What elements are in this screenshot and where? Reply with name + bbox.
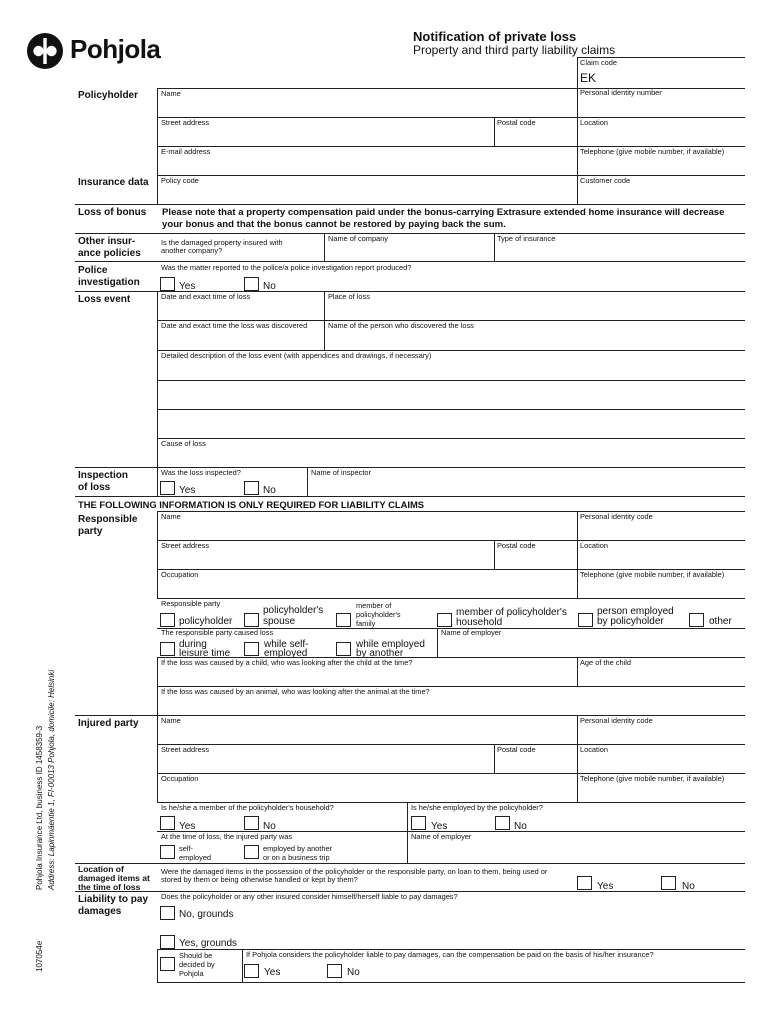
injured-postal-label: Postal code [497, 745, 536, 754]
loss-place-label: Place of loss [328, 292, 370, 301]
section-inspection-1: Inspection [78, 470, 129, 481]
policyholder-telephone-label: Telephone (give mobile number, if available) [580, 147, 725, 156]
police-yes-checkbox[interactable] [160, 277, 175, 291]
location-no-checkbox[interactable] [661, 876, 676, 890]
section-loss-event: Loss event [78, 294, 131, 305]
brand-name: Pohjola [70, 34, 161, 64]
child-age-label: Age of the child [580, 658, 631, 667]
party-policyholder-checkbox[interactable] [160, 613, 175, 627]
claim-code-value: EK [580, 71, 597, 85]
margin-company-line: Pohjola Insurance Ltd, business ID 1458359-3 [35, 725, 44, 890]
liability-pay-yes-label: Yes [264, 967, 281, 978]
injured-employed-no-label: No [514, 821, 527, 832]
discoverer-label: Name of the person who discovered the loss [328, 321, 474, 330]
injured-household-question: Is he/she a member of the policyholder's household? [161, 803, 334, 812]
margin-form-code: 107054e [35, 940, 44, 972]
policy-code-label: Policy code [161, 176, 199, 185]
insurance-type-label: Type of insurance [497, 234, 556, 243]
section-policyholder: Policyholder [78, 90, 139, 101]
party-family-label-3: family [356, 619, 376, 628]
injured-street-label: Street address [161, 745, 210, 754]
bonus-notice: Please note that a property compensation paid under the bonus-carrying Extrasure extended home insurance will decrease your bonus and that the bonus cannot be restored by paying back the sum. [162, 207, 725, 230]
party-spouse-checkbox[interactable] [244, 613, 259, 627]
responsible-postal-label: Postal code [497, 541, 536, 550]
section-other-policies-1: Other insur- [78, 236, 136, 247]
policyholder-email-label: E-mail address [161, 147, 211, 156]
police-no-label: No [263, 281, 276, 292]
injured-pin-label: Personal identity code [580, 716, 653, 725]
injured-employed-question: Is he/she employed by the policyholder? [411, 803, 543, 812]
section-police-1: Police [78, 265, 108, 276]
liability-pay-no-checkbox[interactable] [327, 964, 342, 978]
liability-banner: THE FOLLOWING INFORMATION IS ONLY REQUIRED FOR LIABILITY CLAIMS [78, 499, 425, 510]
responsible-employer-label: Name of employer [441, 628, 502, 637]
caused-employed-another-label-2: by another [356, 648, 404, 659]
section-other-policies-2: ance policies [78, 248, 141, 259]
margin-address-line: Address: Lapinmäentie 1, FI-00013 Pohjola, domicile: Helsinki [47, 669, 56, 890]
location-yes-checkbox[interactable] [577, 876, 592, 890]
claim-code-label: Claim code [580, 58, 617, 67]
police-yes-label: Yes [179, 281, 196, 292]
policyholder-postal-label: Postal code [497, 118, 536, 127]
police-question: Was the matter reported to the police/a police investigation report produced? [161, 263, 412, 272]
responsible-telephone-label: Telephone (give mobile number, if available) [580, 570, 725, 579]
party-employed-label-1: person employed [597, 606, 674, 617]
section-responsible-2: party [78, 526, 103, 537]
cause-label: Cause of loss [161, 439, 206, 448]
inspection-no-checkbox[interactable] [244, 481, 259, 495]
section-responsible-1: Responsible [78, 514, 138, 525]
inspection-yes-checkbox[interactable] [160, 481, 175, 495]
liability-yes-grounds-label: Yes, grounds [179, 938, 238, 949]
injured-household-yes-label: Yes [179, 821, 196, 832]
liability-yes-grounds-checkbox[interactable] [160, 935, 175, 949]
form-title: Notification of private loss [413, 29, 577, 44]
injured-self-employed-label-1: self- [179, 844, 193, 853]
caused-leisure-label-1: during [179, 639, 207, 650]
section-location-3: the time of loss [78, 882, 141, 892]
liability-decide-label-3: Pohjola [179, 969, 204, 978]
party-household-label-2: household [456, 617, 503, 628]
injured-self-employed-checkbox[interactable] [160, 845, 175, 859]
injured-employed-another-label-1: employed by another [263, 844, 333, 853]
injured-employed-no-checkbox[interactable] [495, 816, 510, 830]
section-location-1: Location of [78, 864, 124, 874]
responsible-occupation-label: Occupation [161, 570, 199, 579]
injured-employed-yes-label: Yes [431, 821, 448, 832]
party-household-checkbox[interactable] [437, 613, 452, 627]
injured-location-label: Location [580, 745, 608, 754]
injured-employed-yes-checkbox[interactable] [411, 816, 426, 830]
caused-self-employed-checkbox[interactable] [244, 642, 259, 656]
party-other-label: other [709, 616, 732, 627]
section-insurance-data: Insurance data [78, 177, 149, 188]
liability-decide-label-1: Should be [179, 951, 213, 960]
inspector-label: Name of inspector [311, 468, 371, 477]
location-no-label: No [682, 881, 695, 892]
caused-leisure-checkbox[interactable] [160, 642, 175, 656]
liability-decide-checkbox[interactable] [160, 957, 175, 971]
injured-employed-another-label-2: or on a business trip [263, 853, 330, 862]
party-spouse-label-1: policyholder's [263, 605, 324, 616]
caused-leisure-label-2: leisure time [179, 648, 231, 659]
party-household-label-1: member of policyholder's [456, 607, 567, 618]
inspection-yes-label: Yes [179, 485, 196, 496]
description-label: Detailed description of the loss event (with appendices and drawings, if necessary) [161, 351, 432, 360]
liability-pay-yes-checkbox[interactable] [244, 964, 259, 978]
party-spouse-label-2: spouse [263, 616, 296, 627]
injured-employer-label: Name of employer [411, 832, 472, 841]
responsible-street-label: Street address [161, 541, 210, 550]
section-loss-of-bonus: Loss of bonus [78, 207, 147, 218]
injured-household-no-label: No [263, 821, 276, 832]
inspection-no-label: No [263, 485, 276, 496]
party-policyholder-label: policyholder [179, 616, 233, 627]
injured-occupation-label: Occupation [161, 774, 199, 783]
responsible-party-label: Responsible party [161, 599, 221, 608]
section-liability-2: damages [78, 906, 122, 917]
location-yes-label: Yes [597, 881, 614, 892]
policyholder-street-label: Street address [161, 118, 210, 127]
child-question: If the loss was caused by a child, who was looking after the child at the time? [161, 658, 413, 667]
form-subtitle: Property and third party liability claims [413, 43, 616, 57]
section-location-2: damaged items at [78, 873, 150, 883]
caused-employed-another-label-1: while employed [356, 639, 425, 650]
injured-household-no-checkbox[interactable] [244, 816, 259, 830]
party-employed-checkbox[interactable] [578, 613, 593, 627]
party-employed-label-2: by policyholder [597, 616, 664, 627]
caused-loss-label: The responsible party caused loss [161, 628, 274, 637]
injured-name-label: Name [161, 716, 181, 725]
injured-employed-another-checkbox[interactable] [244, 845, 259, 859]
injured-self-employed-label-2: employed [179, 853, 212, 862]
policyholder-location-label: Location [580, 118, 608, 127]
liability-decide-label-2: decided by [179, 960, 215, 969]
location-question: Were the damaged items in the possession of the policyholder or the responsible party, on loan to them, being used or stored by them or being otherwise handled or kept by them? [161, 867, 548, 885]
section-injured: Injured party [78, 718, 139, 729]
other-policies-question: Is the damaged property insured with another company? [161, 238, 283, 256]
pohjola-logo-icon [26, 32, 64, 70]
responsible-pin-label: Personal identity code [580, 512, 653, 521]
section-police-2: investigation [78, 277, 140, 288]
inspection-question: Was the loss inspected? [161, 468, 241, 477]
liability-pay-question: If Pohjola considers the policyholder liable to pay damages, can the compensation be paid on the basis of his/her insurance? [246, 950, 654, 959]
policyholder-pin-label: Personal identity number [580, 88, 662, 97]
section-inspection-2: of loss [78, 482, 111, 493]
party-family-checkbox[interactable] [336, 613, 351, 627]
party-family-label-2: policyholder's [356, 610, 401, 619]
injured-telephone-label: Telephone (give mobile number, if available) [580, 774, 725, 783]
liability-no-grounds-label: No, grounds [179, 909, 234, 920]
discovery-date-label: Date and exact time the loss was discovered [161, 321, 308, 330]
injured-time-label: At the time of loss, the injured party was [161, 832, 293, 841]
responsible-location-label: Location [580, 541, 608, 550]
liability-no-grounds-checkbox[interactable] [160, 906, 175, 920]
section-liability-1: Liability to pay [78, 894, 149, 905]
animal-question: If the loss was caused by an animal, who was looking after the animal at the time? [161, 687, 430, 696]
caused-self-employed-label-1: while self- [264, 639, 309, 650]
liability-pay-no-label: No [347, 967, 360, 978]
caused-self-employed-label-2: employed [264, 648, 308, 659]
party-other-checkbox[interactable] [689, 613, 704, 627]
police-no-checkbox[interactable] [244, 277, 259, 291]
customer-code-label: Customer code [580, 176, 631, 185]
company-name-label: Name of company [328, 234, 388, 243]
party-family-label-1: member of [356, 601, 392, 610]
injured-household-yes-checkbox[interactable] [160, 816, 175, 830]
responsible-name-label: Name [161, 512, 181, 521]
loss-date-label: Date and exact time of loss [161, 292, 251, 301]
liability-question: Does the policyholder or any other insured consider himself/herself liable to pay damages? [161, 892, 458, 901]
policyholder-name-label: Name [161, 89, 181, 98]
caused-employed-another-checkbox[interactable] [336, 642, 351, 656]
